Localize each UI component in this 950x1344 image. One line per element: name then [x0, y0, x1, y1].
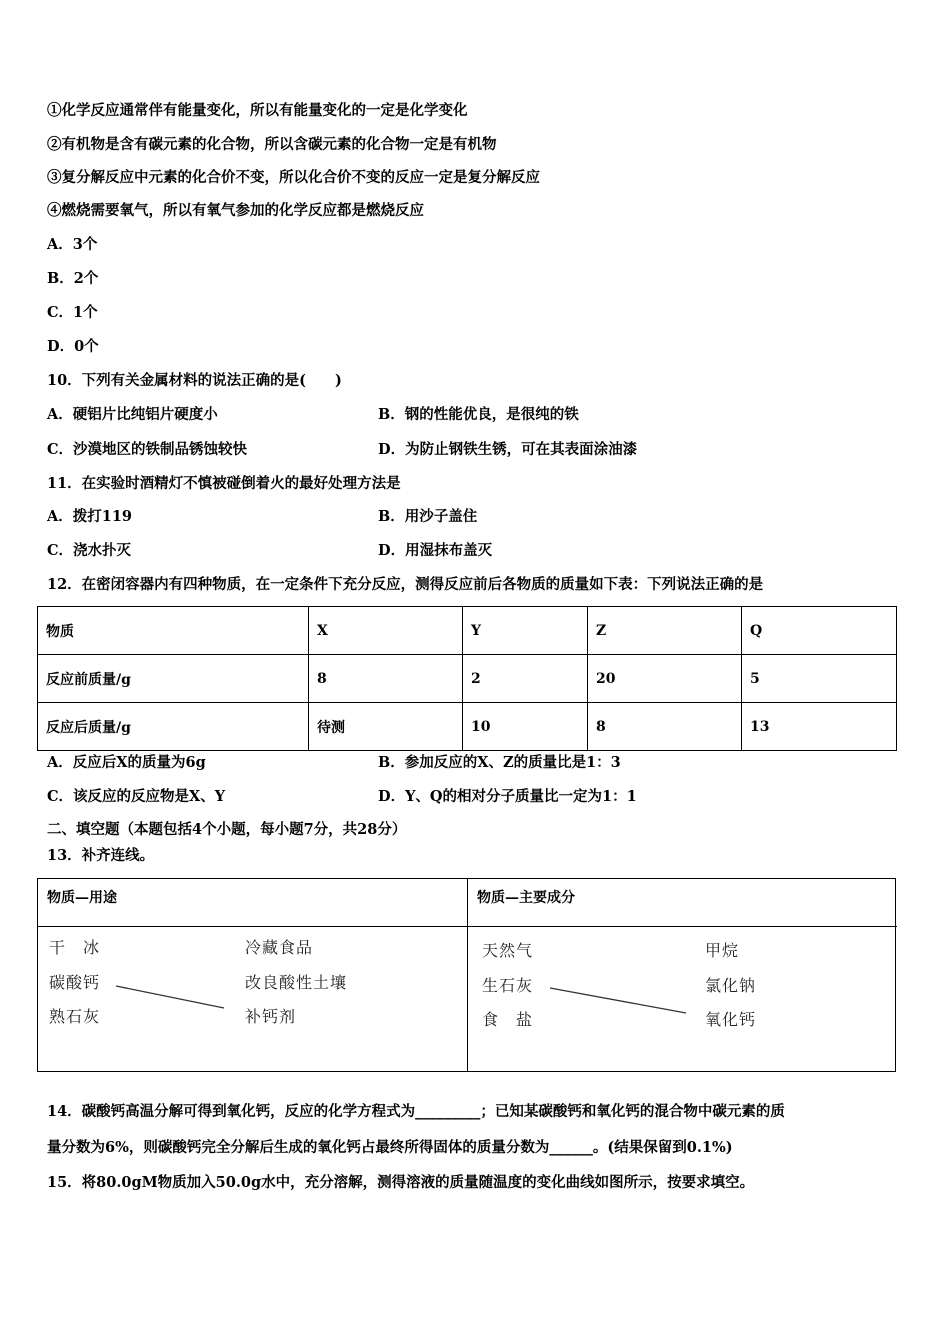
q11-option-d: D．用湿抹布盖灭 — [378, 542, 493, 559]
use-item: 改良酸性土壤 — [245, 973, 348, 992]
connecting-line — [468, 879, 897, 1073]
q13-matching-box — [37, 878, 896, 1072]
substance-item: 生石灰 — [482, 976, 534, 995]
table-cell: 8 — [588, 703, 742, 751]
section-title: 二、填空题（本题包括4个小题，每小题7分，共28分） — [47, 821, 407, 838]
use-item: 冷藏食品 — [245, 938, 314, 957]
q12-option-b: B．参加反应的X、Z的质量比是1：3 — [378, 754, 621, 771]
table-cell: 8 — [309, 655, 463, 703]
component-item: 氯化钠 — [705, 976, 757, 995]
q9-option-b: B．2个 — [47, 270, 99, 287]
q10-stem: 10．下列有关金属材料的说法正确的是( ) — [47, 372, 342, 389]
table-cell: 待测 — [309, 703, 463, 751]
q15-stem: 15．将80.0gM物质加入50.0g水中，充分溶解，测得溶液的质量随温度的变化曲线如图所示，按要求填空。 — [47, 1174, 755, 1191]
q10-option-a: A．硬铝片比纯铝片硬度小 — [47, 406, 218, 423]
table-row — [38, 703, 897, 751]
table-row — [38, 655, 897, 703]
table-header-cell: X — [309, 607, 463, 655]
q12-option-d: D．Y、Q的相对分子质量比一定为1：1 — [378, 788, 637, 805]
use-item: 补钙剂 — [245, 1007, 297, 1026]
substance-item: 熟石灰 — [49, 1007, 101, 1026]
substance-item: 食 盐 — [482, 1010, 534, 1029]
q13-right-header: 物质—主要成分 — [468, 879, 897, 927]
q13-stem: 13．补齐连线。 — [47, 847, 155, 864]
q9-option-c: C．1个 — [47, 304, 98, 321]
table-cell: 13 — [742, 703, 897, 751]
table-header-cell: Q — [742, 607, 897, 655]
table-header-cell: Z — [588, 607, 742, 655]
substance-item: 天然气 — [482, 941, 534, 960]
table-header-row — [38, 607, 897, 655]
q12-option-a: A．反应后X的质量为6g — [47, 754, 206, 771]
q9-statement-4: ④燃烧需要氧气，所以有氧气参加的化学反应都是燃烧反应 — [47, 202, 424, 219]
table-cell: 5 — [742, 655, 897, 703]
component-item: 氧化钙 — [705, 1010, 757, 1029]
q9-option-a: A．3个 — [47, 236, 98, 253]
substance-item: 碳酸钙 — [49, 973, 101, 992]
q12-mass-table — [37, 606, 897, 751]
q14-line-1: 14．碳酸钙高温分解可得到氧化钙，反应的化学方程式为_________；已知某碳酸钙和氧化钙的混合物中碳元素的质 — [47, 1103, 785, 1120]
q13-right-panel — [468, 879, 897, 1071]
q11-option-a: A．拨打119 — [47, 508, 133, 525]
table-header-cell: Y — [463, 607, 588, 655]
component-item: 甲烷 — [705, 941, 740, 960]
substance-item: 干 冰 — [49, 938, 101, 957]
q12-stem: 12．在密闭容器内有四种物质，在一定条件下充分反应，测得反应前后各物质的质量如下表：下列说法正确的是 — [47, 576, 764, 593]
q10-option-d: D．为防止钢铁生锈，可在其表面涂油漆 — [378, 441, 638, 458]
table-cell: 10 — [463, 703, 588, 751]
table-cell: 20 — [588, 655, 742, 703]
connecting-line — [38, 879, 467, 1073]
q9-option-d: D．0个 — [47, 338, 99, 355]
q11-stem: 11．在实验时酒精灯不慎被碰倒着火的最好处理方法是 — [47, 475, 401, 492]
q14-line-2: 量分数为6%，则碳酸钙完全分解后生成的氧化钙占最终所得固体的质量分数为______。(结果保留到0.1%) — [47, 1139, 733, 1156]
q12-option-c: C．该反应的反应物是X、Y — [47, 788, 226, 805]
q9-statement-1: ①化学反应通常伴有能量变化，所以有能量变化的一定是化学变化 — [47, 102, 468, 119]
q10-option-b: B．钢的性能优良，是很纯的铁 — [378, 406, 579, 423]
q9-statement-2: ②有机物是含有碳元素的化合物，所以含碳元素的化合物一定是有机物 — [47, 136, 497, 153]
q13-left-panel — [38, 879, 468, 1071]
table-cell: 反应前质量/g — [38, 655, 309, 703]
q11-option-b: B．用沙子盖住 — [378, 508, 478, 525]
q9-statement-3: ③复分解反应中元素的化合价不变，所以化合价不变的反应一定是复分解反应 — [47, 169, 540, 186]
q10-option-c: C．沙漠地区的铁制品锈蚀较快 — [47, 441, 248, 458]
q13-left-header: 物质—用途 — [38, 879, 467, 927]
table-cell: 反应后质量/g — [38, 703, 309, 751]
table-cell: 2 — [463, 655, 588, 703]
table-header-cell: 物质 — [38, 607, 309, 655]
q11-option-c: C．浇水扑灭 — [47, 542, 132, 559]
